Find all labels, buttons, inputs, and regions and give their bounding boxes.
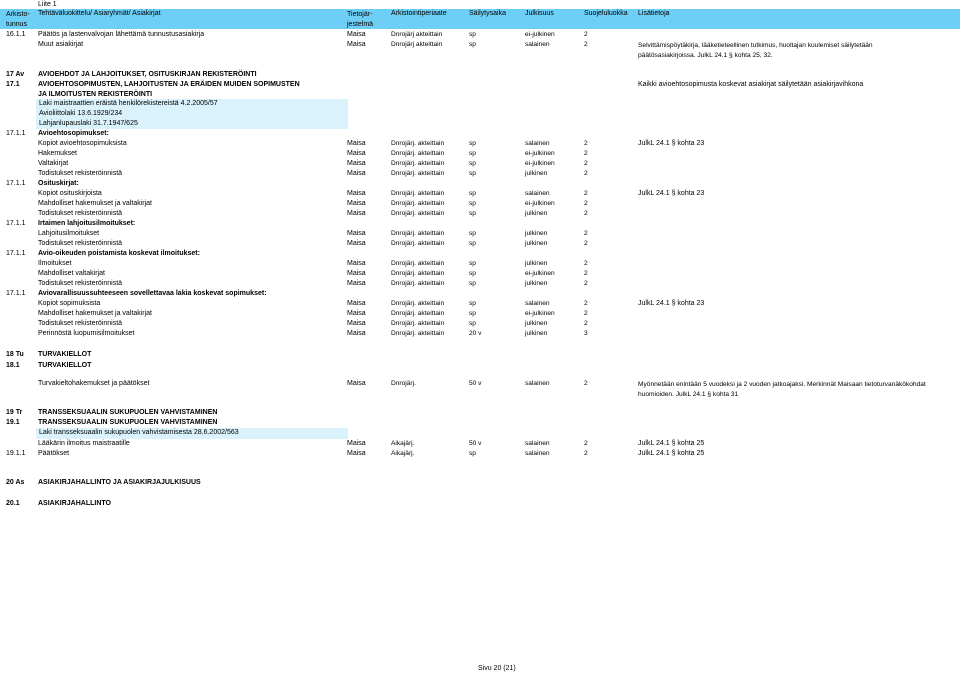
row-retention: sp (469, 31, 476, 38)
row-principle: Dnrojärj. akteittain (391, 170, 445, 177)
row-retention: 50 v (469, 440, 482, 447)
row-public: julkinen (525, 280, 548, 287)
subsection-title: TRANSSEKSUAALIN SUKUPUOLEN VAHVISTAMINEN (38, 419, 218, 426)
row-retention: sp (469, 260, 476, 267)
group-title: Osituskirjat: (38, 180, 79, 187)
row-retention: sp (469, 140, 476, 147)
row-title: Lahjoitusilmoitukset (38, 230, 100, 237)
col-header-task: Tehtäväluokittelu/ Asiaryhmät/ Asiakirjat (38, 10, 161, 17)
row-retention: sp (469, 170, 476, 177)
row-retention: 50 v (469, 380, 482, 387)
group-id: 17.1.1 (6, 220, 26, 227)
subsection-title: AVIOEHTOSOPIMUSTEN, LAHJOITUSTEN JA ERÄIDEN MUIDEN SOPIMUSTEN (38, 81, 300, 88)
row-security: 2 (584, 41, 588, 48)
col-header-principle: Arkistointiperiaate (391, 10, 447, 17)
row-public: salainen (525, 380, 550, 387)
group-id: 17.1.1 (6, 180, 26, 187)
col-header-system: Tietojär- jestelmä (347, 11, 374, 28)
row-title: Todistukset rekisteröinnistä (38, 170, 123, 177)
row-title: Päätökset (38, 450, 70, 457)
col-header-id: Arkisto- tunnus (6, 11, 30, 28)
row-retention: sp (469, 150, 476, 157)
row-security: 2 (584, 210, 588, 217)
row-title: Valtakirjat (38, 160, 69, 167)
row-public: ei-julkinen (525, 200, 555, 207)
section-title: AVIOEHDOT JA LAHJOITUKSET, OSITUSKIRJAN REKISTERÖINTI (38, 71, 257, 78)
row-title: Hakemukset (38, 150, 77, 157)
row-retention: 20 v (469, 330, 482, 337)
row-principle: Dnrojärj. akteittain (391, 300, 445, 307)
row-system: Maisa (347, 320, 366, 327)
row-public: julkinen (525, 330, 548, 337)
row-system: Maisa (347, 41, 366, 48)
row-system: Maisa (347, 150, 366, 157)
row-retention: sp (469, 320, 476, 327)
row-principle: Dnrojärj. akteittain (391, 270, 445, 277)
appendix-label: Liite 1 (38, 1, 57, 8)
row-principle: Dnrojärj akteittain (391, 41, 443, 48)
row-security: 2 (584, 280, 588, 287)
row-retention: sp (469, 240, 476, 247)
row-security: 2 (584, 380, 588, 387)
row-principle: Dnrojärj. akteittain (391, 150, 445, 157)
row-title: Mahdolliset valtakirjat (38, 270, 105, 277)
row-id: 19.1.1 (6, 450, 26, 457)
row-public: salainen (525, 300, 550, 307)
row-system: Maisa (347, 450, 366, 457)
row-title: Mahdolliset hakemukset ja valtakirjat (38, 310, 152, 317)
row-retention: sp (469, 200, 476, 207)
row-public: julkinen (525, 210, 548, 217)
subsection-title-cont: JA ILMOITUSTEN REKISTERÖINTI (38, 91, 153, 98)
row-notes: JulkL 24.1 § kohta 23 (638, 140, 705, 147)
col-header-notes: Lisätietoja (638, 10, 670, 17)
row-title: Todistukset rekisteröinnistä (38, 240, 123, 247)
law-ref: Lahjanlupauslaki 31.7.1947/625 (39, 120, 138, 127)
subsection-id: 19.1 (6, 419, 20, 426)
row-public: julkinen (525, 240, 548, 247)
row-system: Maisa (347, 380, 366, 387)
row-notes: Selvittämispöytäkirja, lääketieteellinen tutkimus, huoltajan kuulemiset säilytetään päätösasiakirjoissa. JulkL 24.1 § kohta 25, 32. (638, 42, 873, 59)
row-system: Maisa (347, 200, 366, 207)
row-principle: Dnrojärj. akteittain (391, 230, 445, 237)
section-id: 20 As (6, 479, 25, 486)
law-ref: Avioliittolaki 13.6.1929/234 (39, 110, 123, 117)
row-retention: sp (469, 190, 476, 197)
row-retention: sp (469, 310, 476, 317)
row-retention: sp (469, 300, 476, 307)
section-title: TRANSSEKSUAALIN SUKUPUOLEN VAHVISTAMINEN (38, 409, 218, 416)
row-system: Maisa (347, 280, 366, 287)
row-system: Maisa (347, 210, 366, 217)
row-retention: sp (469, 450, 476, 457)
row-system: Maisa (347, 270, 366, 277)
row-security: 2 (584, 440, 588, 447)
row-retention: sp (469, 280, 476, 287)
section-title: ASIAKIRJAHALLINTO JA ASIAKIRJAJULKISUUS (38, 479, 201, 486)
row-security: 2 (584, 260, 588, 267)
row-principle: Dnrojärj. akteittain (391, 140, 445, 147)
row-principle: Dnrojärj. akteittain (391, 210, 445, 217)
row-system: Maisa (347, 140, 366, 147)
row-security: 2 (584, 300, 588, 307)
row-public: julkinen (525, 320, 548, 327)
row-principle: Dnrojärj. akteittain (391, 160, 445, 167)
row-notes: JulkL 24.1 § kohta 25 (638, 450, 705, 457)
group-id: 17.1.1 (6, 250, 26, 257)
row-title: Todistukset rekisteröinnistä (38, 320, 123, 327)
row-retention: sp (469, 210, 476, 217)
section-id: 17 Av (6, 71, 25, 78)
row-security: 2 (584, 230, 588, 237)
row-security: 2 (584, 240, 588, 247)
section-id: 18 Tu (6, 351, 24, 358)
row-system: Maisa (347, 170, 366, 177)
subsection-title: TURVAKIELLOT (38, 362, 92, 369)
row-system: Maisa (347, 300, 366, 307)
law-ref: Laki transseksuaalin sukupuolen vahvistamisesta 28.6.2002/563 (39, 429, 239, 436)
row-title: Lääkärin ilmoitus maistraatille (38, 440, 130, 447)
group-id: 17.1.1 (6, 130, 26, 137)
section-title: TURVAKIELLOT (38, 351, 92, 358)
row-system: Maisa (347, 440, 366, 447)
law-ref: Laki maistraattien eräistä henkilörekistereistä 4.2.2005/57 (39, 100, 218, 107)
row-title: Kopiot sopimuksista (38, 300, 101, 307)
row-public: julkinen (525, 170, 548, 177)
row-title: Turvakieltohakemukset ja päätökset (38, 380, 150, 387)
row-principle: Dnrojärj. akteittain (391, 240, 445, 247)
row-principle: Dnrojärj. akteittain (391, 200, 445, 207)
row-principle: Dnrojärj. (391, 380, 416, 387)
group-title: Irtaimen lahjoitusilmoitukset: (38, 220, 136, 227)
row-security: 2 (584, 31, 588, 38)
row-public: ei-julkinen (525, 270, 555, 277)
row-retention: sp (469, 230, 476, 237)
row-principle: Dnrojärj. akteittain (391, 190, 445, 197)
row-public: salainen (525, 450, 550, 457)
col-header-security: Suojeluluokka (584, 10, 628, 17)
subsection-title: ASIAKIRJAHALLINTO (38, 500, 111, 507)
section-id: 19 Tr (6, 409, 23, 416)
row-public: julkinen (525, 230, 548, 237)
row-principle: Dnrojärj. akteittain (391, 310, 445, 317)
row-retention: sp (469, 41, 476, 48)
row-notes: JulkL 24.1 § kohta 23 (638, 300, 705, 307)
row-title: Ilmoitukset (38, 260, 72, 267)
row-retention: sp (469, 160, 476, 167)
row-system: Maisa (347, 310, 366, 317)
col-header-public: Julkisuus (525, 10, 554, 17)
subsection-id: 17.1 (6, 81, 20, 88)
row-system: Maisa (347, 230, 366, 237)
row-title: Kopiot osituskirjoista (38, 190, 102, 197)
row-notes: JulkL 24.1 § kohta 25 (638, 440, 705, 447)
row-public: salainen (525, 140, 550, 147)
row-public: salainen (525, 190, 550, 197)
row-principle: Dnrojärj akteittain (391, 31, 443, 38)
row-security: 3 (584, 330, 588, 337)
row-security: 2 (584, 190, 588, 197)
row-system: Maisa (347, 330, 366, 337)
row-security: 2 (584, 170, 588, 177)
subsection-id: 18.1 (6, 362, 20, 369)
row-system: Maisa (347, 31, 366, 38)
row-principle: Dnrojärj. akteittain (391, 260, 445, 267)
row-security: 2 (584, 160, 588, 167)
row-title: Päätös ja lastenvalvojan lähettämä tunnustusasiakirja (38, 31, 205, 38)
subsection-note: Kaikki avioehtosopimusta koskevat asiakirjat säilytetään asiakirjavihkona (638, 81, 864, 88)
subsection-id: 20.1 (6, 500, 20, 507)
row-public: ei-julkinen (525, 150, 555, 157)
row-public: ei-julkinen (525, 310, 555, 317)
row-title: Mahdolliset hakemukset ja valtakirjat (38, 200, 152, 207)
row-system: Maisa (347, 240, 366, 247)
row-principle: Aikajärj. (391, 440, 415, 447)
row-title: Muut asiakirjat (38, 41, 84, 48)
row-security: 2 (584, 450, 588, 457)
row-retention: sp (469, 270, 476, 277)
group-title: Aviovarallisuussuhteeseen sovellettavaa lakia koskevat sopimukset: (38, 290, 267, 297)
row-id: 16.1.1 (6, 31, 26, 38)
row-title: Perinnöstä luopumisilmoitukset (38, 330, 135, 337)
row-principle: Aikajärj. (391, 450, 415, 457)
row-principle: Dnrojärj. akteittain (391, 320, 445, 327)
group-title: Avio-oikeuden poistamista koskevat ilmoitukset: (38, 250, 200, 257)
row-security: 2 (584, 150, 588, 157)
row-public: salainen (525, 41, 550, 48)
col-header-retention: Säilytysaika (469, 10, 506, 17)
row-notes: Myönnetään enintään 5 vuodeksi ja 2 vuoden jatkoajaksi. Merkinnät Maisaan tietoturvanäkökohdat huomioiden. JulkL 24.1 § kohta 31 (638, 381, 926, 398)
page-number: Sivu 20 (21) (478, 665, 516, 672)
row-public: ei-julkinen (525, 31, 555, 38)
row-principle: Dnrojärj. akteittain (391, 280, 445, 287)
group-id: 17.1.1 (6, 290, 26, 297)
row-security: 2 (584, 310, 588, 317)
row-principle: Dnrojärj. akteittain (391, 330, 445, 337)
row-title: Todistukset rekisteröinnistä (38, 280, 123, 287)
row-security: 2 (584, 320, 588, 327)
group-title: Avioehtosopimukset: (38, 130, 109, 137)
row-title: Kopiot avioehtosopimuksista (38, 140, 127, 147)
row-notes: JulkL 24.1 § kohta 23 (638, 190, 705, 197)
row-title: Todistukset rekisteröinnistä (38, 210, 123, 217)
row-public: ei-julkinen (525, 160, 555, 167)
row-system: Maisa (347, 260, 366, 267)
row-security: 2 (584, 140, 588, 147)
row-public: julkinen (525, 260, 548, 267)
row-public: salainen (525, 440, 550, 447)
row-system: Maisa (347, 190, 366, 197)
row-security: 2 (584, 200, 588, 207)
row-security: 2 (584, 270, 588, 277)
row-system: Maisa (347, 160, 366, 167)
